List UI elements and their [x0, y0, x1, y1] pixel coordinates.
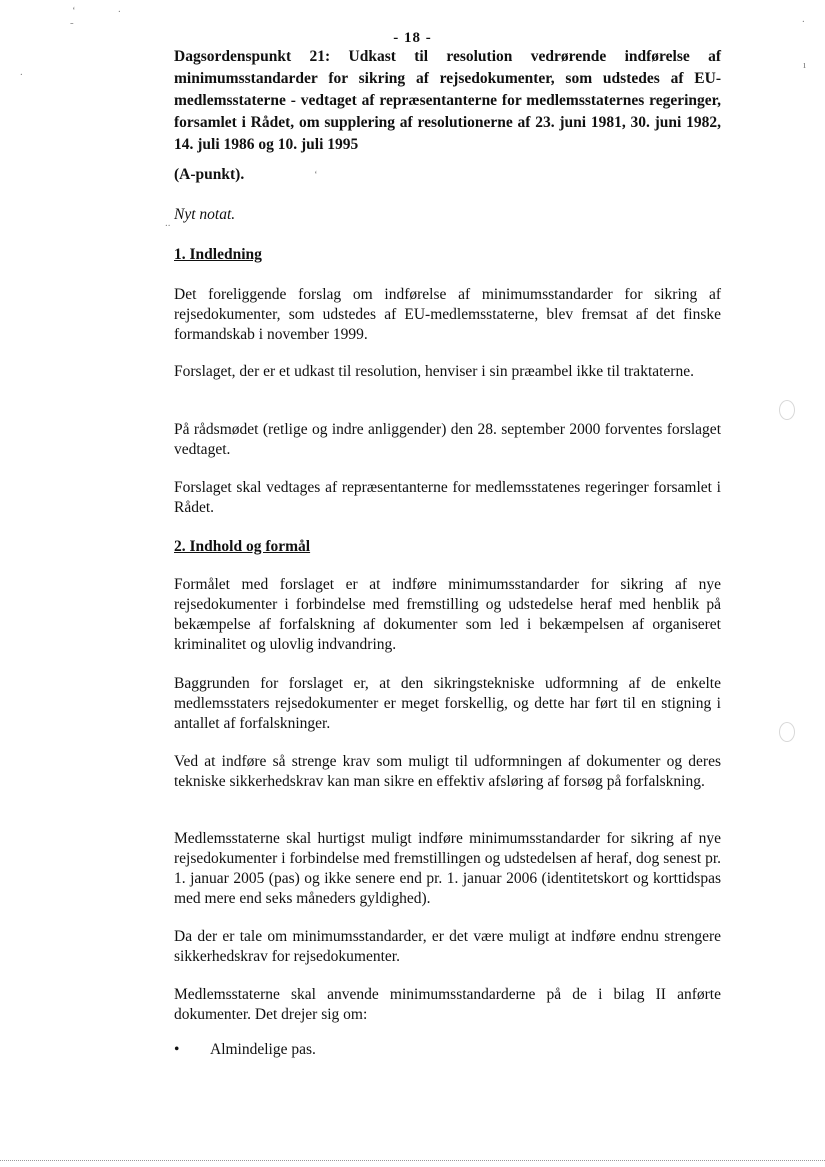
scan-speck: .: [118, 3, 121, 15]
nyt-notat-label: Nyt notat.: [174, 206, 236, 223]
a-punkt-label: (A-punkt).: [174, 166, 245, 183]
scan-speck: ‘: [314, 169, 318, 181]
paragraph: Formålet med forslaget er at indføre minimumsstandarder for sikring af nye rejsedokumenter i forbindelse med fremstilling og udstedelse heraf med henblik på bekæmpelse af forfalskning af dokumenter som led i bekæmpelsen af organiseret kriminalitet og ulovlig indvandring.: [174, 576, 721, 653]
paragraph: Baggrunden for forslaget er, at den sikringstekniske udformning af de enkelte medlemsstaters rejsedokumenter er meget forskellig, og dette har ført til en stigning i antallet af forfalskninger.: [174, 675, 721, 732]
scan-speck: ı: [803, 59, 807, 71]
bullet-list-item: [174, 1041, 316, 1059]
bullet-marker: •: [174, 1041, 180, 1058]
paragraph: Medlemsstaterne skal hurtigst muligt indføre minimumsstandarder for sikring af nye rejsedokumenter i forbindelse med fremstillingen og udstedelsen af heraf, dog senest pr. 1. januar 2005 (pas) og ikke senere end pr. 1. januar 2006 (identitetskort og korttidspas med mere end seks måneders gyldighed).: [174, 830, 721, 907]
paragraph: Det foreliggende forslag om indførelse af minimumsstandarder for sikring af rejsedokumenter, som udstedes af EU-medlemsstaterne, blev fremsat af det finske formandskab i november 1999.: [174, 286, 721, 343]
scan-speck: .: [20, 66, 23, 78]
section-1-heading: 1. Indledning: [174, 246, 262, 263]
paragraph: Ved at indføre så strenge krav som muligt til udformningen af dokumenter og deres tekniske sikkerhedskrav kan man sikre en effektiv afsløring af forsøg på forfalskning.: [174, 753, 721, 790]
section-2-heading: 2. Indhold og formål: [174, 538, 311, 555]
paragraph: På rådsmødet (retlige og indre anliggender) den 28. september 2000 forventes forslaget vedtaget.: [174, 421, 721, 458]
scan-speck: -: [70, 17, 74, 29]
paragraph: Da der er tale om minimumsstandarder, er det være muligt at indføre endnu strengere sikkerhedskrav for rejsedokumenter.: [174, 928, 721, 965]
scan-speck: .: [802, 13, 805, 25]
punch-hole-mark: [779, 722, 795, 742]
page-number: - 18 -: [393, 30, 432, 46]
scan-speck: ‘: [72, 5, 76, 17]
paragraph: Forslaget skal vedtages af repræsentanterne for medlemsstatenes regeringer forsamlet i Rådet.: [174, 479, 721, 516]
bullet-text: Almindelige pas.: [210, 1041, 316, 1058]
punch-hole-mark: [779, 400, 795, 420]
agenda-heading: Dagsordenspunkt 21: Udkast til resolution vedrørende indførelse af minimumsstandarder for sikring af rejsedokumenter, som udstedes af EU-medlemsstaterne - vedtaget af repræsentanterne for medlemsstaternes regeringer, forsamlet i Rådet, om supplering af resolutionerne af 23. juni 1981, 30. juni 1982, 14. juli 1986 og 10. juli 1995: [174, 48, 721, 153]
paragraph: Medlemsstaterne skal anvende minimumsstandarderne på de i bilag II anførte dokumenter. Det drejer sig om:: [174, 986, 721, 1023]
paragraph: Forslaget, der er et udkast til resolution, henviser i sin præambel ikke til traktaterne.: [174, 363, 694, 380]
page-bottom-edge: [0, 1160, 825, 1162]
scan-speck: ..: [165, 217, 171, 229]
